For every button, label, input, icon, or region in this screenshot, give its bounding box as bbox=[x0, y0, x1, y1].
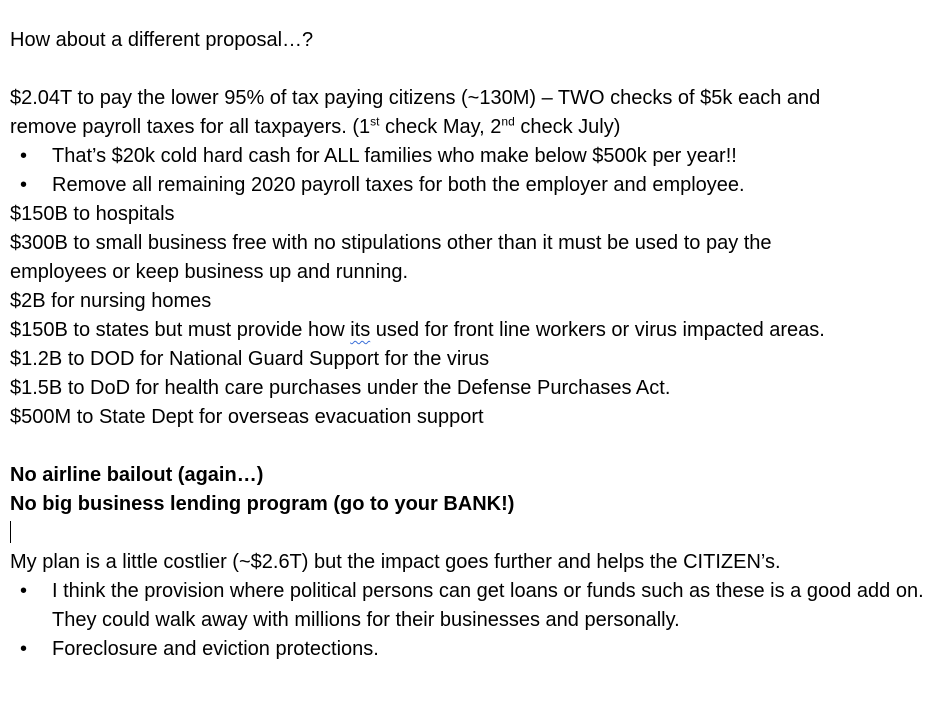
small-business-line-1: $300B to small business free with no stipulations other than it must be used to pay the bbox=[10, 232, 772, 254]
states-text-after: used for front line workers or virus impacted areas. bbox=[370, 319, 825, 341]
dod-health-line: $1.5B to DoD for health care purchases under the Defense Purchases Act. bbox=[10, 377, 671, 399]
list-item bbox=[10, 577, 935, 635]
cursor-line[interactable] bbox=[10, 519, 935, 548]
blank-line bbox=[10, 432, 935, 461]
payment-paragraph bbox=[10, 84, 890, 142]
list-item: • That’s $20k cold hard cash for ALL families who make below $500k per year!! bbox=[10, 142, 935, 171]
small-business-line-2: employees or keep business up and running. bbox=[10, 261, 409, 283]
payment-text: $2.04T to pay the lower 95% of tax paying citizens (~130M) – TWO checks of $5k each and remove payroll taxes for all taxpayers. (1 bbox=[10, 87, 821, 138]
no-airline-line: No airline bailout (again…) bbox=[10, 464, 264, 486]
list-item: • Foreclosure and eviction protections. bbox=[10, 635, 935, 664]
list-item-text: • I think the provision where political persons can get loans or funds such as these is a good add on. They could walk away with millions for their businesses and personally. bbox=[52, 580, 924, 631]
plan-bullets bbox=[10, 577, 935, 664]
states-text-before: $150B to states but must provide how bbox=[10, 319, 351, 341]
plan-line: My plan is a little costlier (~$2.6T) but the impact goes further and helps the CITIZEN’s. bbox=[10, 551, 781, 573]
text-cursor bbox=[10, 521, 11, 543]
intro-line: How about a different proposal…? bbox=[10, 29, 314, 51]
payment-text-end: check July) bbox=[514, 116, 621, 138]
states-line bbox=[10, 316, 935, 345]
nursing-homes-line: $2B for nursing homes bbox=[10, 290, 212, 312]
superscript-st: st bbox=[370, 114, 380, 129]
hospitals-line: $150B to hospitals bbox=[10, 203, 175, 225]
superscript-nd: nd bbox=[501, 114, 515, 129]
blank-line bbox=[10, 55, 935, 84]
no-big-business-line: No big business lending program (go to your BANK!) bbox=[10, 493, 515, 515]
payment-text-mid: check May, 2 bbox=[379, 116, 502, 138]
state-dept-line: $500M to State Dept for overseas evacuation support bbox=[10, 406, 484, 428]
document-body[interactable] bbox=[10, 26, 935, 664]
list-item: • Remove all remaining 2020 payroll taxes for both the employer and employee. bbox=[10, 171, 935, 200]
dod-guard-line: $1.2B to DOD for National Guard Support for the virus bbox=[10, 348, 490, 370]
payment-bullets bbox=[10, 142, 935, 200]
spelling-flag-word[interactable]: its bbox=[350, 319, 371, 341]
